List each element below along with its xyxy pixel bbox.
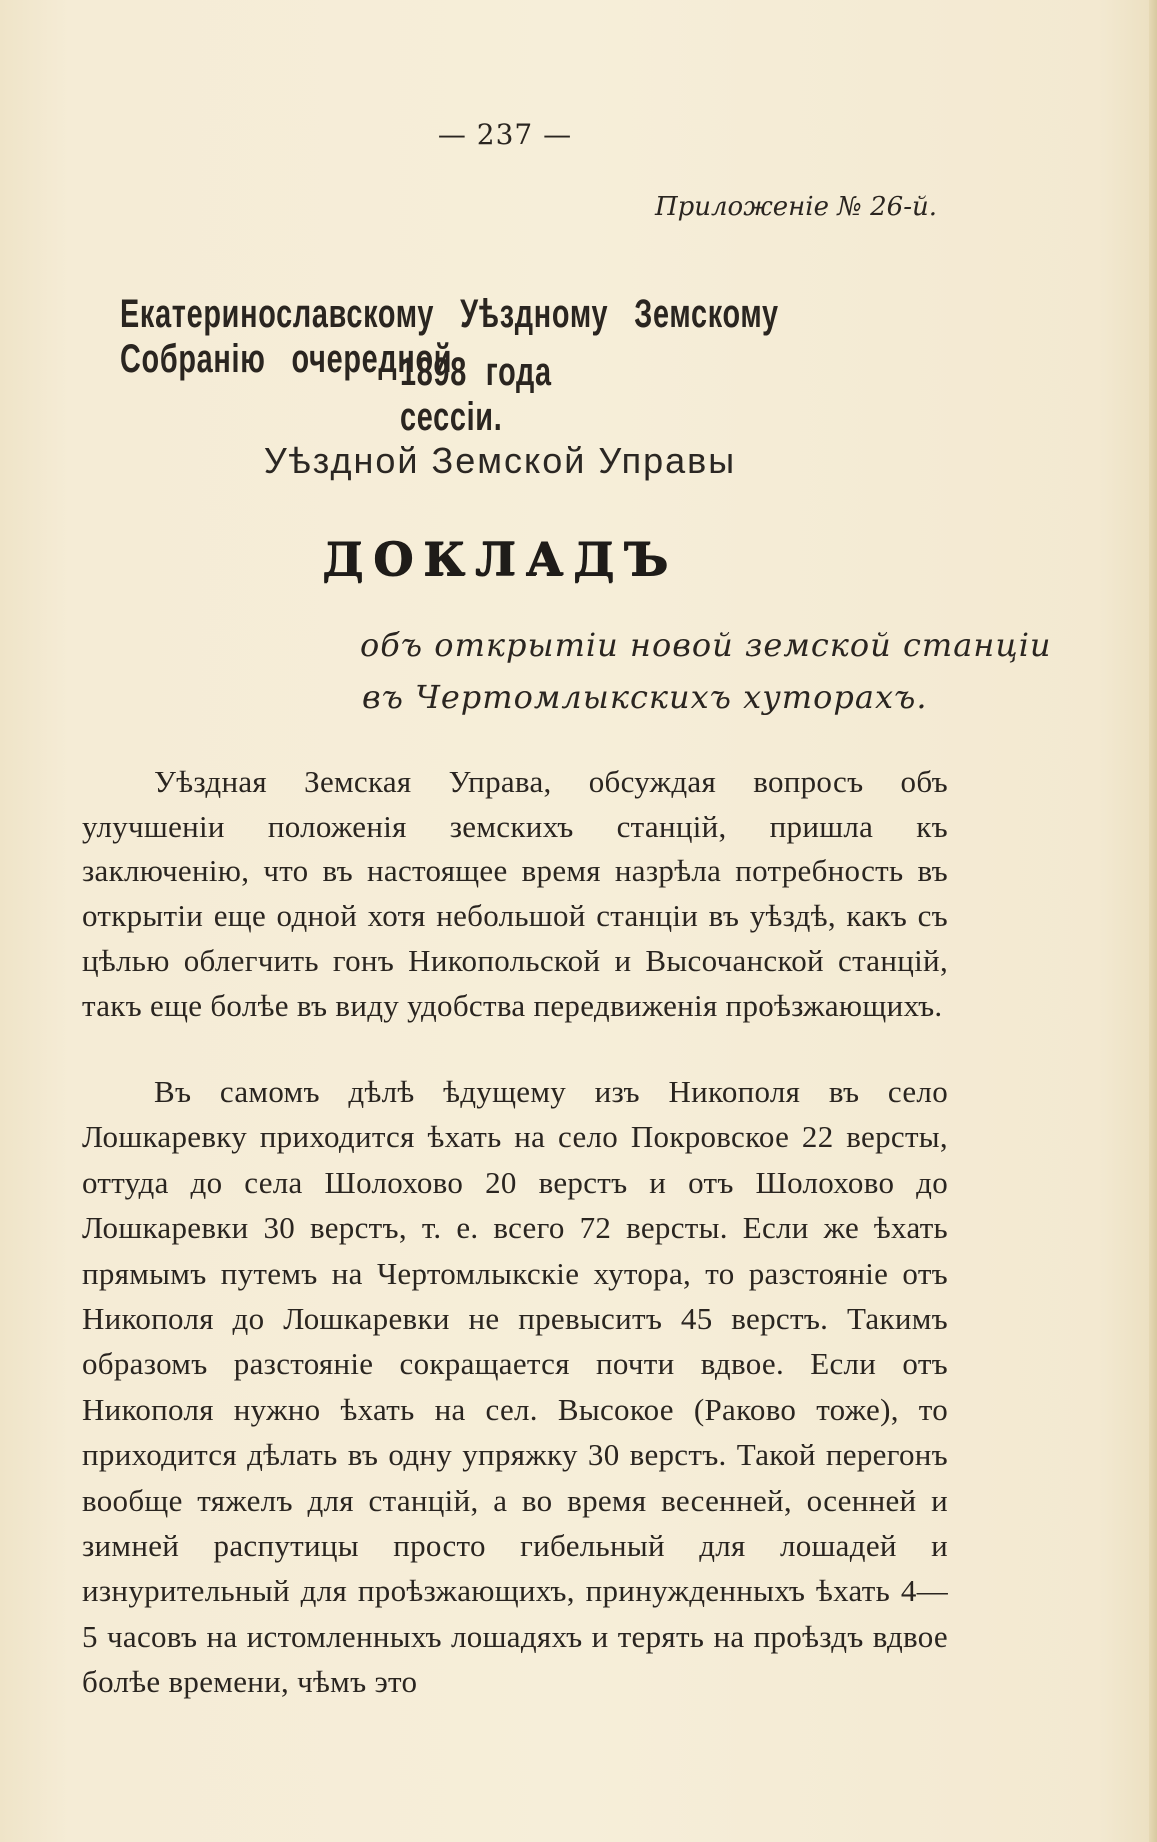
heading-line-2: 1898 года сессіи.: [400, 350, 552, 439]
subtitle-line-2: въ Чертомлыкскихъ хуторахъ.: [362, 678, 928, 716]
paragraph-2: Въ самомъ дѣлѣ ѣдущему изъ Никополя въ село Лошкаревку приходится ѣхать на село Покровское 22 версты, оттуда до села Шолохово 20 верстъ и отъ Шолохово до Лошкаревки 30 верстъ, т. е. всего 72 версты. Если же ѣхать прямымъ путемъ на Чертомлыкскіе хутора, то разстояніе отъ Никополя до Лошкаревки не превыситъ 45 верстъ. Такимъ образомъ разстояніе сокращается почти вдвое. Если отъ Никополя нужно ѣхать на сел. Высокое (Раково тоже), то приходится дѣлать въ одну упряжку 30 верстъ. Такой перегонъ вообще тяжелъ для станцій, а во время весенней, осенней и зимней распутицы просто гибельный для лошадей и изнурительный для проѣзжающихъ, принужденныхъ ѣхать 4—5 часовъ на истомленныхъ лошадяхъ и терять на проѣздъ вдвое болѣе времени, чѣмъ это: [82, 1074, 948, 1700]
paragraph-1: Уѣздная Земская Управа, обсуждая вопросъ объ улучшеніи положенія земскихъ станцій, пришла къ заключенію, что въ настоящее время назрѣла потребность въ открытіи еще одной хотя небольшой станціи въ уѣздѣ, какъ съ цѣлью облегчить гонъ Никопольской и Высочанской станцій, такъ еще болѣе въ виду удобства передвиженія проѣзжающихъ.: [82, 764, 948, 1023]
issuer-title: Уѣздной Земской Управы: [263, 440, 737, 481]
heading-line-1: Екатеринославскому Уѣздному Земскому Собранію очередной: [120, 292, 779, 381]
appendix-label: Приложеніе № 26-й.: [654, 192, 937, 222]
page-number: — 237 —: [437, 118, 573, 151]
report-title: ДОКЛАДЪ: [322, 532, 678, 586]
page-edge-shadow: [1149, 0, 1157, 1842]
subtitle-line-1: объ открытіи новой земской станціи: [360, 626, 1052, 664]
